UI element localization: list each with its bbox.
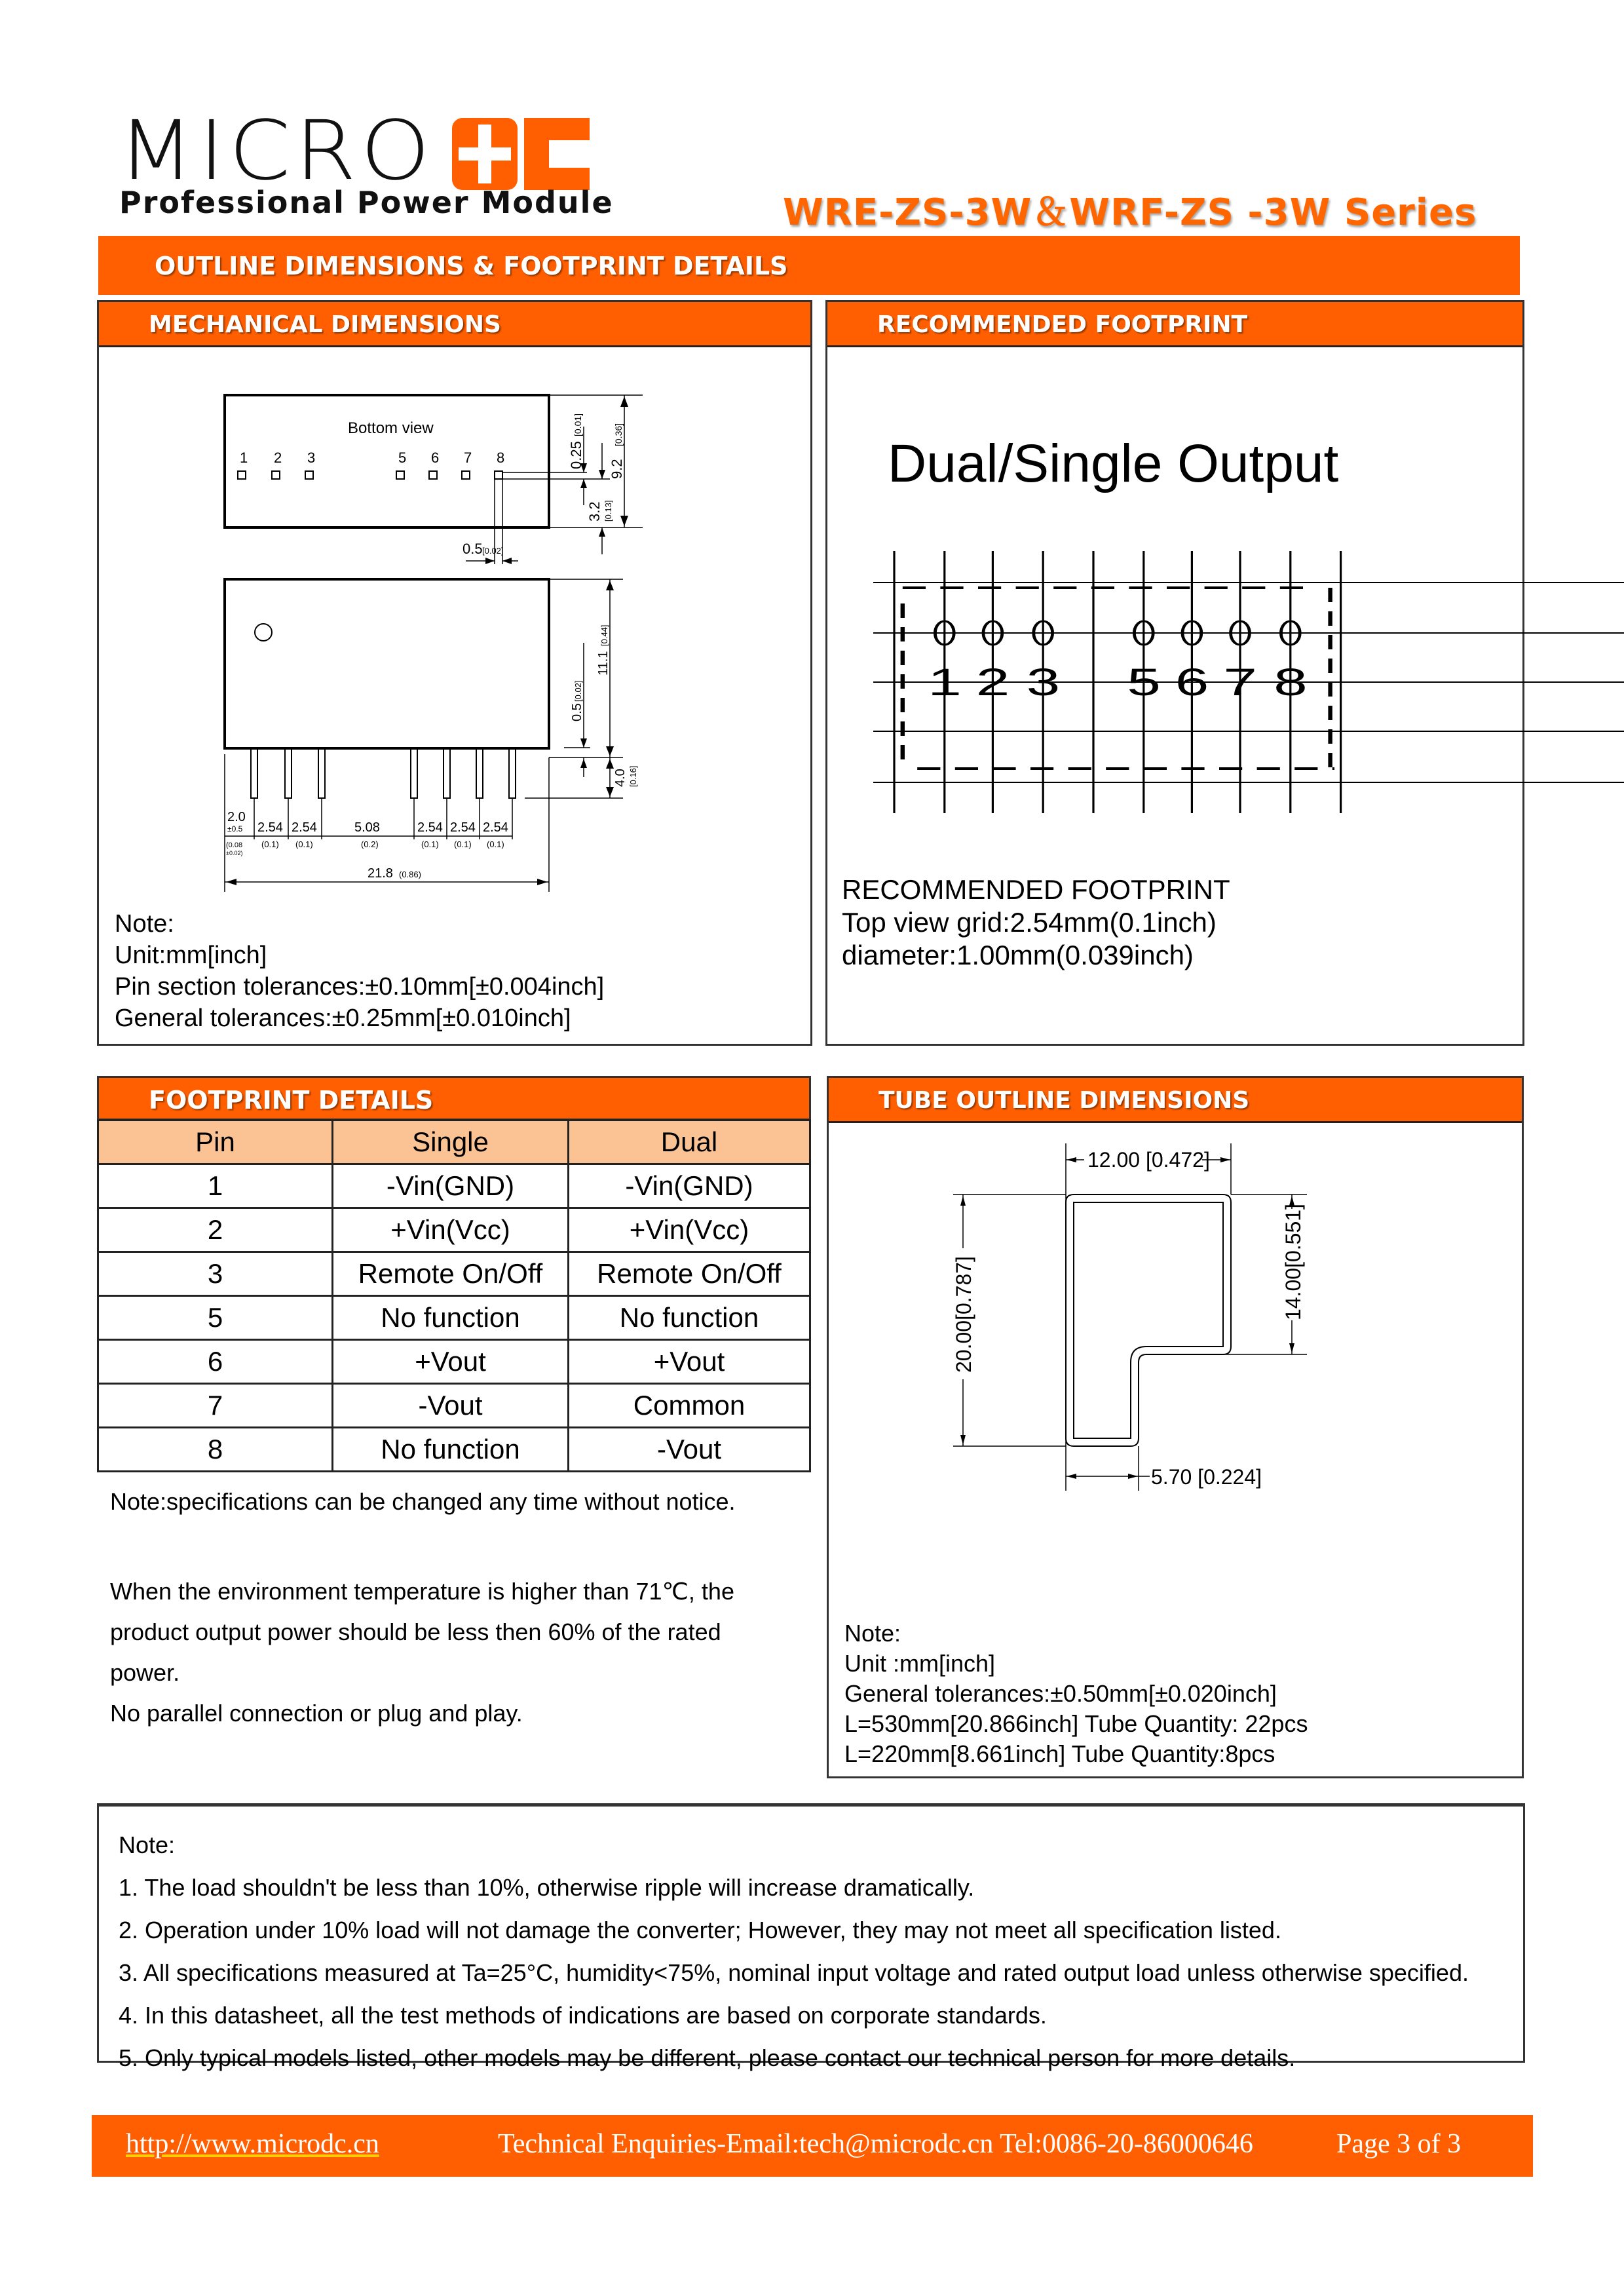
footprint-grid-drawing bbox=[873, 531, 1624, 813]
svg-text:5: 5 bbox=[1127, 661, 1161, 704]
logo-subtitle: Professional Power Module bbox=[119, 185, 614, 220]
svg-text:(0.1): (0.1) bbox=[261, 839, 279, 849]
svg-text:0.25: 0.25 bbox=[568, 441, 584, 469]
column-header-pin: Pin bbox=[98, 1120, 333, 1164]
column-header-single: Single bbox=[333, 1120, 569, 1164]
svg-text:2: 2 bbox=[274, 450, 282, 466]
svg-text:5: 5 bbox=[398, 450, 407, 466]
contact-info: Technical Enquiries-Email:tech@microdc.cn Tel:0086-20-86000646 bbox=[498, 2129, 1253, 2159]
table-row: 6 +Vout +Vout bbox=[98, 1340, 810, 1384]
website-link[interactable]: http://www.microdc.cn bbox=[126, 2129, 379, 2159]
svg-text:(0.08: (0.08 bbox=[226, 841, 243, 849]
svg-text:2.0: 2.0 bbox=[227, 810, 246, 824]
spec-change-note: Note:specifications can be changed any time without notice. bbox=[110, 1488, 736, 1515]
mechanical-dimensions-panel bbox=[97, 300, 812, 1046]
section-title: OUTLINE DIMENSIONS & FOOTPRINT DETAILS bbox=[155, 252, 788, 280]
series-title: WRE-ZS-3W＆WRF-ZS -3W Series bbox=[783, 191, 1477, 234]
panel-header bbox=[827, 302, 1522, 347]
svg-text:(0.86): (0.86) bbox=[399, 870, 421, 879]
note-item: 1. The load shouldn't be less than 10%, otherwise ripple will increase dramatically. bbox=[119, 1874, 975, 1901]
table-row: 3 Remote On/Off Remote On/Off bbox=[98, 1252, 810, 1296]
note-item: 2. Operation under 10% load will not damage the converter; However, they may not meet all specification listed. bbox=[119, 1917, 1281, 1943]
note-item: 4. In this datasheet, all the test methods of indications are based on corporate standards. bbox=[119, 2002, 1047, 2029]
footer-bar bbox=[92, 2115, 1533, 2177]
svg-text:1: 1 bbox=[240, 450, 248, 466]
svg-text:7: 7 bbox=[1223, 661, 1258, 704]
svg-text:6: 6 bbox=[431, 450, 440, 466]
mechanical-drawing bbox=[217, 381, 806, 892]
svg-text:(0.2): (0.2) bbox=[361, 839, 379, 849]
svg-text:[0.36]: [0.36] bbox=[613, 423, 624, 446]
svg-text:2.54: 2.54 bbox=[257, 820, 283, 835]
panel-header bbox=[829, 1078, 1522, 1123]
svg-text:6: 6 bbox=[1175, 661, 1209, 704]
svg-text:21.8: 21.8 bbox=[368, 866, 393, 881]
panel-title: RECOMMENDED FOOTPRINT bbox=[877, 311, 1248, 338]
general-notes-box bbox=[97, 1803, 1525, 2071]
svg-text:14.00[0.551]: 14.00[0.551] bbox=[1281, 1204, 1305, 1320]
tube-outline-panel bbox=[827, 1076, 1524, 1778]
svg-text:2.54: 2.54 bbox=[483, 820, 508, 835]
table-row: 2 +Vin(Vcc) +Vin(Vcc) bbox=[98, 1208, 810, 1252]
svg-text:0.5: 0.5 bbox=[463, 541, 483, 557]
footprint-heading: Dual/Single Output bbox=[888, 434, 1339, 493]
table-row: 5 No function No function bbox=[98, 1296, 810, 1340]
svg-text:8: 8 bbox=[1274, 661, 1308, 704]
svg-text:3: 3 bbox=[307, 450, 316, 466]
svg-text:[0.16]: [0.16] bbox=[628, 765, 638, 787]
svg-text:[0.01]: [0.01] bbox=[573, 413, 583, 436]
page-number: Page 3 of 3 bbox=[1336, 2129, 1462, 2159]
svg-text:(0.1): (0.1) bbox=[487, 839, 504, 849]
table-row: 1 -Vin(GND) -Vin(GND) bbox=[98, 1164, 810, 1208]
svg-text:20.00[0.787]: 20.00[0.787] bbox=[952, 1256, 975, 1373]
panel-header bbox=[99, 302, 810, 347]
svg-text:3: 3 bbox=[1026, 661, 1061, 704]
notes-heading: Note: bbox=[119, 1831, 176, 1858]
svg-text:[0.13]: [0.13] bbox=[603, 500, 613, 522]
svg-text:±0.5: ±0.5 bbox=[227, 824, 243, 833]
mechanical-notes: Note: Unit:mm[inch] Pin section tolerances:±0.10mm[±0.004inch] General tolerances:±0.25mm[±0.010inch] bbox=[115, 910, 605, 1032]
svg-text:5.08: 5.08 bbox=[354, 820, 380, 835]
footprint-notes: RECOMMENDED FOOTPRINT Top view grid:2.54mm(0.1inch) diameter:1.00mm(0.039inch) bbox=[842, 874, 1230, 970]
section-bar-outline bbox=[98, 236, 1520, 295]
svg-text:3.2: 3.2 bbox=[586, 501, 603, 522]
svg-text:7: 7 bbox=[464, 450, 472, 466]
svg-text:2.54: 2.54 bbox=[450, 820, 476, 835]
table-row: 8 No function -Vout bbox=[98, 1428, 810, 1472]
svg-text:(0.1): (0.1) bbox=[454, 839, 472, 849]
panel-title: TUBE OUTLINE DIMENSIONS bbox=[878, 1087, 1250, 1114]
svg-text:5.70 [0.224]: 5.70 [0.224] bbox=[1151, 1465, 1262, 1489]
svg-text:[0.02]: [0.02] bbox=[573, 680, 583, 702]
svg-text:0.5: 0.5 bbox=[570, 703, 584, 721]
pin-table bbox=[97, 1119, 811, 1472]
svg-text:12.00 [0.472]: 12.00 [0.472] bbox=[1087, 1148, 1210, 1172]
tube-notes: Note: Unit :mm[inch] General tolerances:±0.50mm[±0.020inch] L=530mm[20.866inch] Tube Quantity: 22pcs L=220mm[8.661inch] Tube Quantity:8pcs bbox=[844, 1620, 1308, 1767]
note-item: 3. All specifications measured at Ta=25°C, humidity<75%, nominal input voltage and rated output load unless otherwise specified. bbox=[119, 1959, 1469, 1986]
table-header-row bbox=[98, 1120, 810, 1164]
svg-text:9.2: 9.2 bbox=[609, 459, 625, 479]
svg-text:11.1: 11.1 bbox=[596, 651, 611, 676]
svg-text:2.54: 2.54 bbox=[292, 820, 317, 835]
recommended-footprint-panel bbox=[825, 300, 1524, 1046]
svg-text:±0.02): ±0.02) bbox=[226, 850, 243, 856]
svg-text:[0.44]: [0.44] bbox=[599, 624, 609, 646]
svg-text:Bottom view: Bottom view bbox=[348, 419, 434, 437]
panel-title: MECHANICAL DIMENSIONS bbox=[149, 311, 501, 338]
column-header-dual: Dual bbox=[569, 1120, 810, 1164]
svg-text:(0.1): (0.1) bbox=[295, 839, 313, 849]
logo-dc-mark-icon bbox=[452, 118, 590, 190]
svg-text:1: 1 bbox=[928, 661, 962, 704]
table-row: 7 -Vout Common bbox=[98, 1384, 810, 1428]
footprint-details-header bbox=[97, 1076, 811, 1120]
temperature-note: When the environment temperature is higher than 71℃, the product output power should be less then 60% of the rated power. No parallel connection or plug and play. bbox=[110, 1578, 734, 1727]
svg-text:4.0: 4.0 bbox=[613, 769, 628, 787]
logo-wordmark: MICRO bbox=[118, 104, 435, 199]
svg-text:8: 8 bbox=[497, 450, 505, 466]
svg-text:[0.02]: [0.02] bbox=[482, 546, 504, 556]
svg-text:2: 2 bbox=[975, 661, 1010, 704]
svg-text:(0.1): (0.1) bbox=[421, 839, 439, 849]
panel-title: FOOTPRINT DETAILS bbox=[149, 1086, 434, 1115]
note-item: 5. Only typical models listed, other models may be different, please contact our technical person for more details. bbox=[119, 2044, 1296, 2071]
tube-outline-drawing bbox=[914, 1124, 1372, 1622]
svg-text:2.54: 2.54 bbox=[417, 820, 443, 835]
